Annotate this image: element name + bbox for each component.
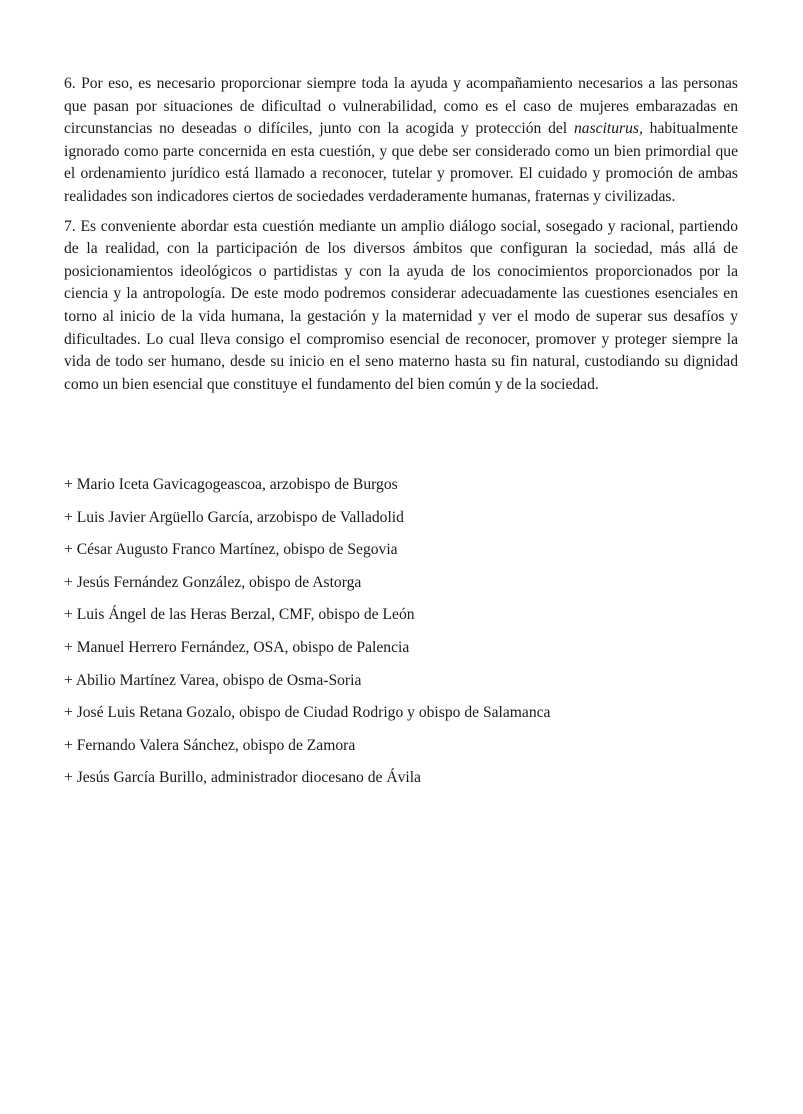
signatory-6: + Manuel Herrero Fernández, OSA, obispo de Palencia	[64, 638, 410, 656]
signatory-7: + Abilio Martínez Varea, obispo de Osma-Soria	[64, 671, 362, 689]
paragraph-7	[64, 216, 738, 397]
document-body	[64, 73, 738, 403]
paragraph-6	[64, 73, 738, 209]
signatories-list	[64, 474, 550, 800]
paragraph-6-text-start: 6. Por eso, es necesario proporcionar siempre toda la ayuda y acompañamiento necesarios a las personas que pasan por situaciones de dificultad o vulnerabilidad, como es el caso de mujeres embarazadas en circunstancias no deseadas o difíciles, junto con la acogida y protección del	[64, 75, 738, 138]
signatory-10: + Jesús García Burillo, administrador diocesano de Ávila	[64, 769, 421, 787]
signatory-5: + Luis Ángel de las Heras Berzal, CMF, obispo de León	[64, 606, 415, 624]
signatory-2: + Luis Javier Argüello García, arzobispo de Valladolid	[64, 508, 404, 526]
signatory-9: + Fernando Valera Sánchez, obispo de Zamora	[64, 736, 356, 754]
signatory-3: + César Augusto Franco Martínez, obispo de Segovia	[64, 541, 398, 559]
paragraph-7-text: 7. Es conveniente abordar esta cuestión mediante un amplio diálogo social, sosegado y racional, partiendo de la realidad, con la participación de los diversos ámbitos que configuran la sociedad, más allá de posicionamientos ideológicos o partidistas y con la ayuda de los conocimientos proporcionados por la ciencia y la antropología. De este modo podremos considerar adecuadamente las cuestiones esenciales en torno al inicio de la vida humana, la gestación y la maternidad y ver el modo de superar sus desafíos y dificultades. Lo cual lleva consigo el compromiso esencial de reconocer, promover y proteger siempre la vida de todo ser humano, desde su inicio en el seno materno hasta su fin natural, custodiando su dignidad como un bien esencial que constituye el fundamento del bien común y de la sociedad.	[64, 217, 738, 393]
paragraph-6-text-end: habitualmente ignorado como parte concernida en esta cuestión, y que debe ser considerado como un bien primordial que el ordenamiento jurídico está llamado a reconocer, tutelar y promover. El cuidado y promoción de ambas realidades son indicadores ciertos de sociedades verdaderamente humanas, fraternas y civilizadas.	[64, 120, 739, 205]
signatory-4: + Jesús Fernández González, obispo de Astorga	[64, 573, 362, 591]
signatory-1: + Mario Iceta Gavicagogeascoa, arzobispo de Burgos	[64, 476, 398, 493]
paragraph-6-emphasis: nasciturus,	[573, 120, 643, 138]
signatory-8: + José Luis Retana Gozalo, obispo de Ciudad Rodrigo y obispo de Salamanca	[64, 704, 551, 722]
